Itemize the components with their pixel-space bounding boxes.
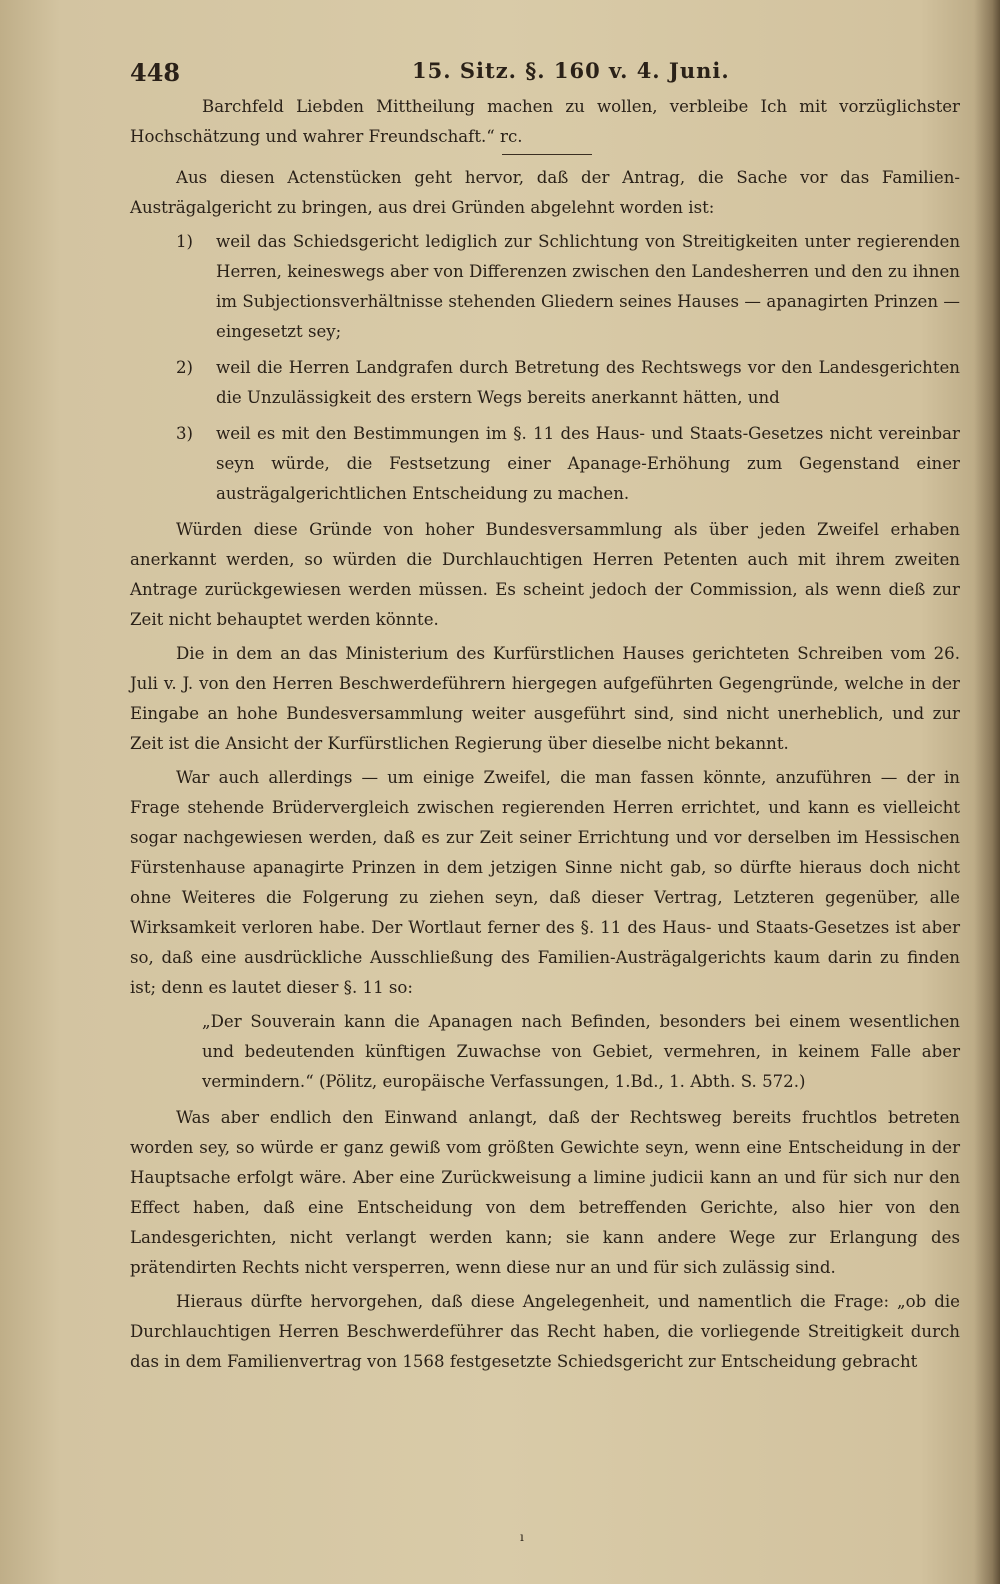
paragraph-continuation: Barchfeld Liebden Mittheilung machen zu wollen, verbleibe Ich mit vorzüglichster Hochschätzung und wahrer Freundschaft.“ rc.	[130, 97, 960, 146]
paragraph: Die in dem an das Ministerium des Kurfürstlichen Hauses gerichteten Schreiben vom 26. Juli v. J. von den Herren Beschwerdeführern hiergegen aufgeführten Gegengründe, welche in der Eingabe an hohe Bundesversammlung weiter ausgeführt sind, sind nicht unerheblich, und zur Zeit ist die Ansicht der Kurfürstlichen Regierung über dieselbe nicht bekannt.	[130, 644, 960, 753]
body-text	[130, 92, 960, 1377]
separator-rule	[502, 154, 592, 155]
footer-mark: ı	[520, 1530, 524, 1544]
page-number: 448	[130, 58, 181, 87]
list-item	[176, 227, 960, 347]
paragraph: Was aber endlich den Einwand anlangt, daß der Rechtsweg bereits fruchtlos betreten worden sey, so würde er ganz gewiß vom größten Gewichte seyn, wenn eine Entscheidung in der Hauptsache erfolgt wäre. Aber eine Zurückweisung a limine judicii kann an und für sich nur den Effect haben, daß eine Entscheidung von dem betreffenden Gerichte, also hier von den Landesgerichten, nicht verlangt werden kann; sie kann andere Wege zur Erlangung des prätendirten Rechts nicht versperren, wenn diese nur an und für sich zulässig sind.	[130, 1108, 960, 1277]
list-number: 1)	[176, 232, 194, 251]
list-text: weil das Schiedsgericht lediglich zur Schlichtung von Streitigkeiten unter regierenden Herren, keineswegs aber von Differenzen zwischen den Landesherren und den zu ihnen im Subjectionsverhältnisse stehenden Gliedern seines Hauses — apanagirten Prinzen — eingesetzt sey;	[216, 232, 960, 341]
page-header	[130, 50, 960, 92]
list-item	[176, 419, 960, 509]
paragraph: Aus diesen Actenstücken geht hervor, daß der Antrag, die Sache vor das Familien-Austrägalgericht zu bringen, aus drei Gründen abgelehnt worden ist:	[130, 168, 960, 217]
list-number: 2)	[176, 358, 194, 377]
block-quote: „Der Souverain kann die Apanagen nach Befinden, besonders bei einem wesentlichen und bedeutenden künftigen Zuwachse von Gebiet, vermehren, in keinem Falle aber vermindern.“ (Pölitz, europäische Verfassungen, 1.Bd., 1. Abth. S. 572.)	[202, 1012, 960, 1091]
running-title: 15. Sitz. §. 160 v. 4. Juni.	[412, 58, 730, 83]
list-number: 3)	[176, 424, 194, 443]
reasons-list	[176, 227, 960, 509]
list-text: weil es mit den Bestimmungen im §. 11 des Haus- und Staats-Gesetzes nicht vereinbar seyn würde, die Festsetzung einer Apanage-Erhöhung zum Gegenstand einer austrägalgerichtlichen Entscheidung zu machen.	[216, 424, 960, 503]
list-text: weil die Herren Landgrafen durch Betretung des Rechtswegs vor den Landesgerichten die Unzulässigkeit des erstern Wegs bereits anerkannt hätten, und	[216, 358, 960, 407]
page-edge-shadow	[974, 0, 1000, 1584]
paragraph: Würden diese Gründe von hoher Bundesversammlung als über jeden Zweifel erhaben anerkannt werden, so würden die Durchlauchtigen Herren Petenten auch mit ihrem zweiten Antrage zurückgewiesen werden müssen. Es scheint jedoch der Commission, als wenn dieß zur Zeit nicht behauptet werden könnte.	[130, 520, 960, 629]
list-item	[176, 353, 960, 413]
paragraph: War auch allerdings — um einige Zweifel, die man fassen könnte, anzuführen — der in Frage stehende Brüdervergleich zwischen regierenden Herren errichtet, und kann es vielleicht sogar nachgewiesen werden, daß es zur Zeit seiner Errichtung und vor derselben im Hessischen Fürstenhause apanagirte Prinzen in dem jetzigen Sinne nicht gab, so dürfte hieraus doch nicht ohne Weiteres die Folgerung zu ziehen seyn, daß dieser Vertrag, Letzteren gegenüber, alle Wirksamkeit verloren habe. Der Wortlaut ferner des §. 11 des Haus- und Staats-Gesetzes ist aber so, daß eine ausdrückliche Ausschließung des Familien-Austrägalgerichts kaum darin zu finden ist; denn es lautet dieser §. 11 so:	[130, 768, 960, 997]
paragraph: Hieraus dürfte hervorgehen, daß diese Angelegenheit, und namentlich die Frage: „ob die Durchlauchtigen Herren Beschwerdeführer das Recht haben, die vorliegende Streitigkeit durch das in dem Familienvertrag von 1568 festgesetzte Schiedsgericht zur Entscheidung gebracht	[130, 1292, 960, 1371]
